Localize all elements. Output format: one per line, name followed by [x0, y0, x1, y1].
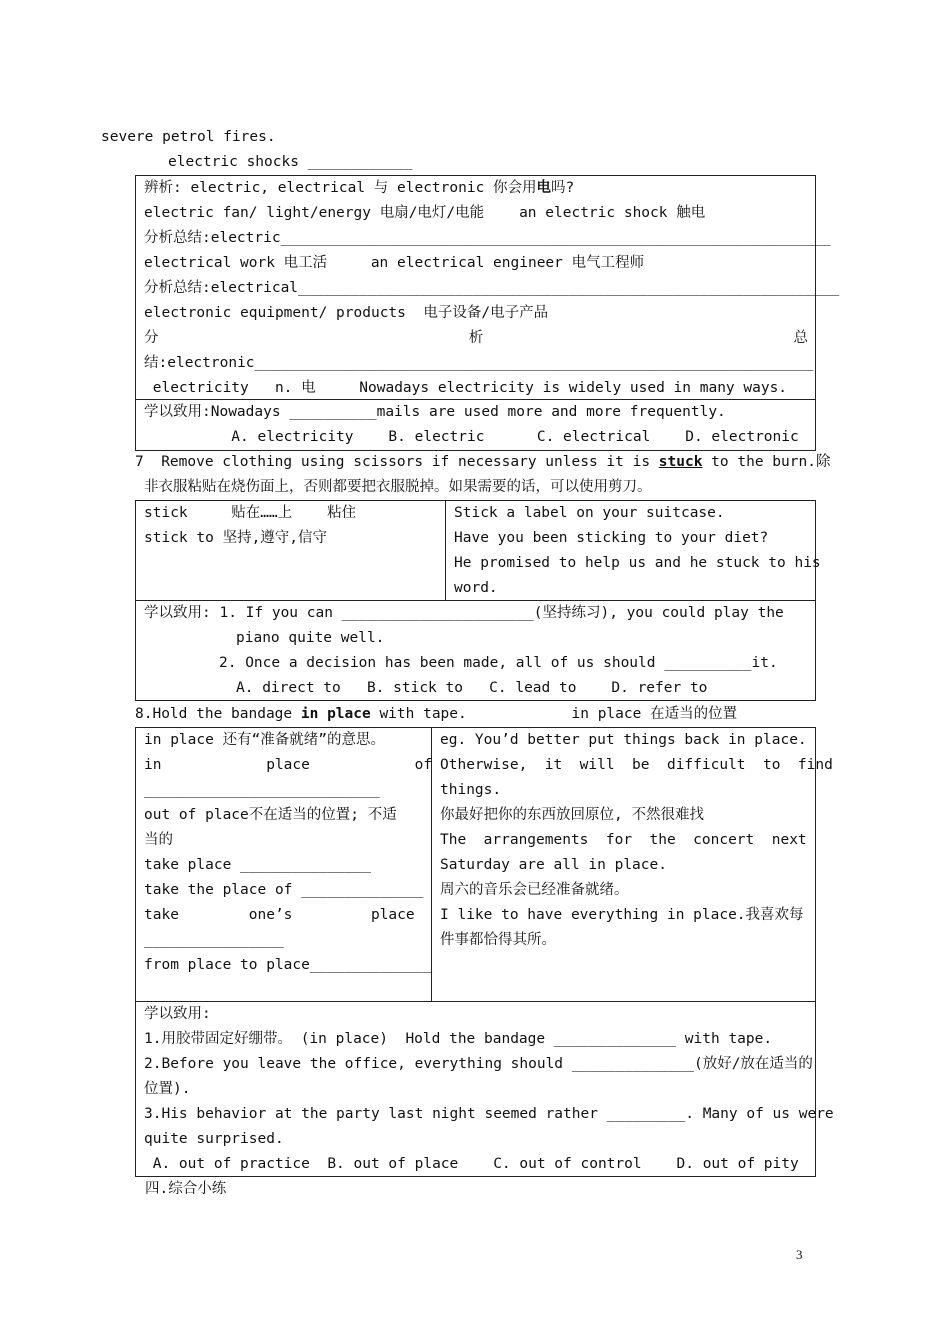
- table-divider: [445, 500, 446, 600]
- electricity-example: electricity n. 电 Nowadays electricity is widely used in many ways.: [144, 380, 788, 396]
- keyword-in-place: in place: [300, 706, 371, 722]
- page-number: 3: [796, 1247, 803, 1262]
- electric-comparison-content: [144, 176, 840, 401]
- item-7-translation: 非衣服粘贴在烧伤面上，否则都要把衣服脱掉。如果需要的话，可以使用剪刀。: [144, 479, 652, 495]
- comparison-heading: 辨析: electric, electrical 与 electronic 你会用电吗?: [144, 180, 575, 196]
- keyword-stuck: stuck: [658, 454, 703, 470]
- in-place-practice: 学以致用: 1.用胶带固定好绷带。 (in place) Hold the bandage ______________ with tape. 2.Before you leave the office, everything should ______________(放好/放在适当的 位置). 3.His behavior at the party last night seemed rather _________. Many of us were quite surprised. A. out of practice B. out of place C. out of control D. out of pity: [144, 1006, 834, 1172]
- stick-examples: Stick a label on your suitcase. Have you been sticking to your diet? He promised to help us and he stuck to his word.: [454, 505, 821, 596]
- stick-practice: 学以致用: 1. If you can ______________________(坚持练习), you could play the piano quite well. 2. Once a decision has been made, all of us should __________it. A. direct to B. stick to C. lead to D. refer to: [144, 605, 784, 696]
- electric-examples: electric fan/ light/energy 电扇/电灯/电能 an electric shock 触电: [144, 205, 706, 221]
- in-place-phrases: in place 还有“准备就绪”的意思。 in place of ___________________________ out of place不在适当的位置; 不适 当的 take place _______________ take the place of ______________ take one’s place ________________ from place to place______________: [144, 732, 433, 973]
- electronic-summary-label: 分 析 总: [144, 330, 808, 346]
- electrical-summary: 分析总结:electrical______________________________________________________________: [144, 280, 840, 296]
- practice-options: A. electricity B. electric C. electrical D. electronic: [144, 429, 799, 445]
- electric-summary: 分析总结:electric_______________________________________________________________: [144, 230, 831, 246]
- item-8-sentence: 8.Hold the bandage in place with tape. in place 在适当的位置: [135, 706, 738, 722]
- electronic-summary: 结:electronic________________________________________________________________: [144, 355, 814, 371]
- intro-line-2: electric shocks ____________: [168, 154, 413, 170]
- electric-practice: [144, 400, 808, 450]
- in-place-examples: eg. You’d better put things back in place. Otherwise, it will be difficult to find things. 你最好把你的东西放回原位, 不然很难找 The arrangements for the concert next Saturday are all in place. 周六的音乐会已经准备就绪。 I like to have everything in place.我喜欢每 件事都恰得其所。: [440, 732, 833, 948]
- electronic-examples: electronic equipment/ products 电子设备/电子产品: [144, 305, 549, 321]
- electrical-examples: electrical work 电工活 an electrical engineer 电气工程师: [144, 255, 645, 271]
- intro-line-1: severe petrol fires.: [101, 129, 276, 145]
- item-7-sentence: 7 Remove clothing using scissors if necessary unless it is stuck to the burn.除: [135, 454, 831, 470]
- stick-meanings: stick 贴在……上 粘住 stick to 坚持,遵守,信守: [144, 505, 357, 546]
- section-4-heading: 四.综合小练: [145, 1181, 227, 1197]
- practice-question: 学以致用:Nowadays __________mails are used more and more frequently.: [144, 404, 726, 420]
